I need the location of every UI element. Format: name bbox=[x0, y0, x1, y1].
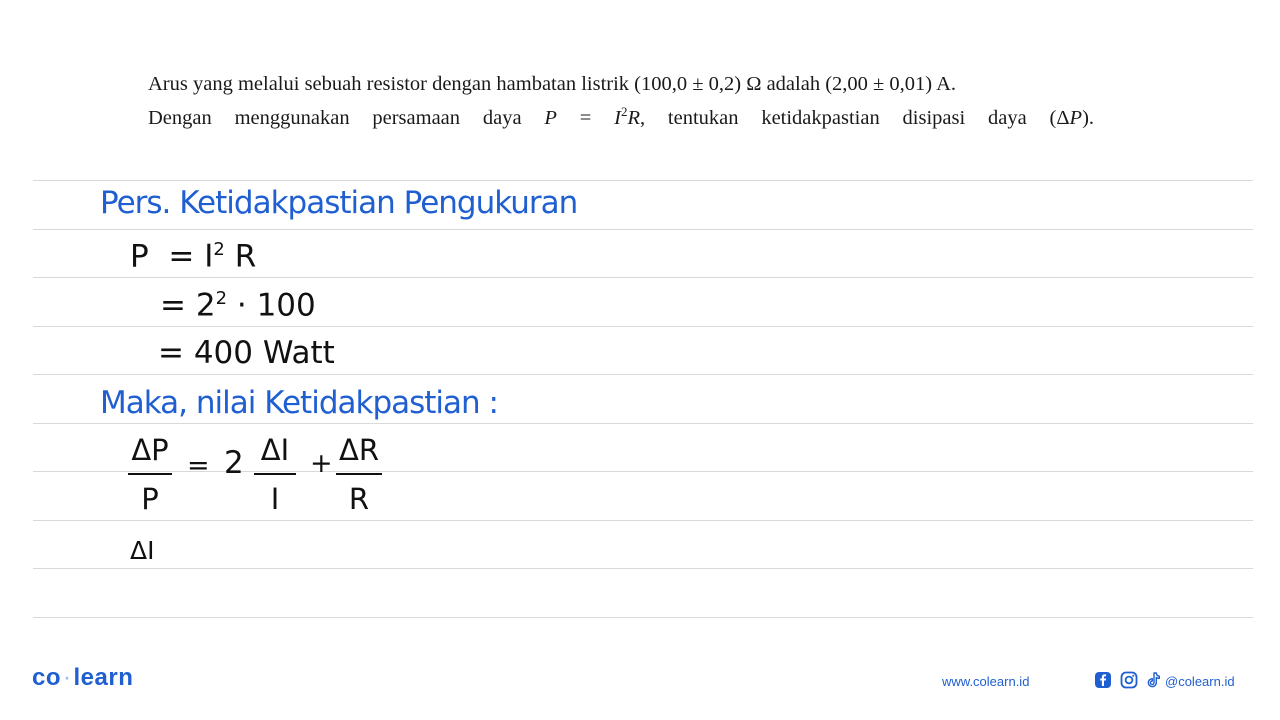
colearn-logo: co·learn bbox=[32, 664, 134, 691]
ruled-line bbox=[33, 471, 1253, 472]
plus-sign: + bbox=[310, 448, 333, 479]
ruled-line bbox=[33, 374, 1253, 375]
equals-sign: = bbox=[187, 450, 210, 481]
ruled-line bbox=[33, 617, 1253, 618]
ruled-line bbox=[33, 520, 1253, 521]
ruled-line bbox=[33, 229, 1253, 230]
heading-maka-nilai: Maka, nilai Ketidakpastian : bbox=[100, 385, 498, 421]
instagram-icon[interactable] bbox=[1120, 671, 1138, 689]
ruled-line bbox=[33, 423, 1253, 424]
problem-line-1: Arus yang melalui sebuah resistor dengan hambatan listrik (100,0 ± 0,2) Ω adalah (2,00 ± 0,01) A. bbox=[148, 73, 957, 95]
problem-line-2: Dengan menggunakan persamaan daya $P = I^2R$, tentukan ketidakpastian disipasi daya (ΔP). bbox=[148, 104, 1095, 129]
equation-line-3: = 400 Watt bbox=[158, 335, 335, 371]
fraction-dp-over-p: ΔP P bbox=[128, 436, 172, 514]
fraction-di-over-i: ΔI I bbox=[254, 436, 296, 514]
social-handle[interactable]: @colearn.id bbox=[1165, 674, 1235, 689]
facebook-icon[interactable] bbox=[1094, 671, 1112, 689]
ruled-line bbox=[33, 277, 1253, 278]
partial-delta-i: ΔI bbox=[130, 536, 155, 565]
ruled-line bbox=[33, 180, 1253, 181]
equation-line-1: $P = I^2$ R bbox=[130, 238, 257, 275]
tiktok-icon[interactable] bbox=[1144, 671, 1162, 689]
heading-pers-ketidakpastian: Pers. Ketidakpastian Pengukuran bbox=[100, 185, 578, 221]
fraction-dr-over-r: ΔR R bbox=[336, 436, 382, 514]
equation-line-2: = $2^2 \cdot 100$ bbox=[160, 287, 316, 324]
problem-statement bbox=[148, 70, 1133, 132]
website-link[interactable]: www.colearn.id bbox=[942, 674, 1030, 689]
ruled-line bbox=[33, 568, 1253, 569]
coefficient-two: 2 bbox=[224, 445, 244, 481]
ruled-line bbox=[33, 326, 1253, 327]
